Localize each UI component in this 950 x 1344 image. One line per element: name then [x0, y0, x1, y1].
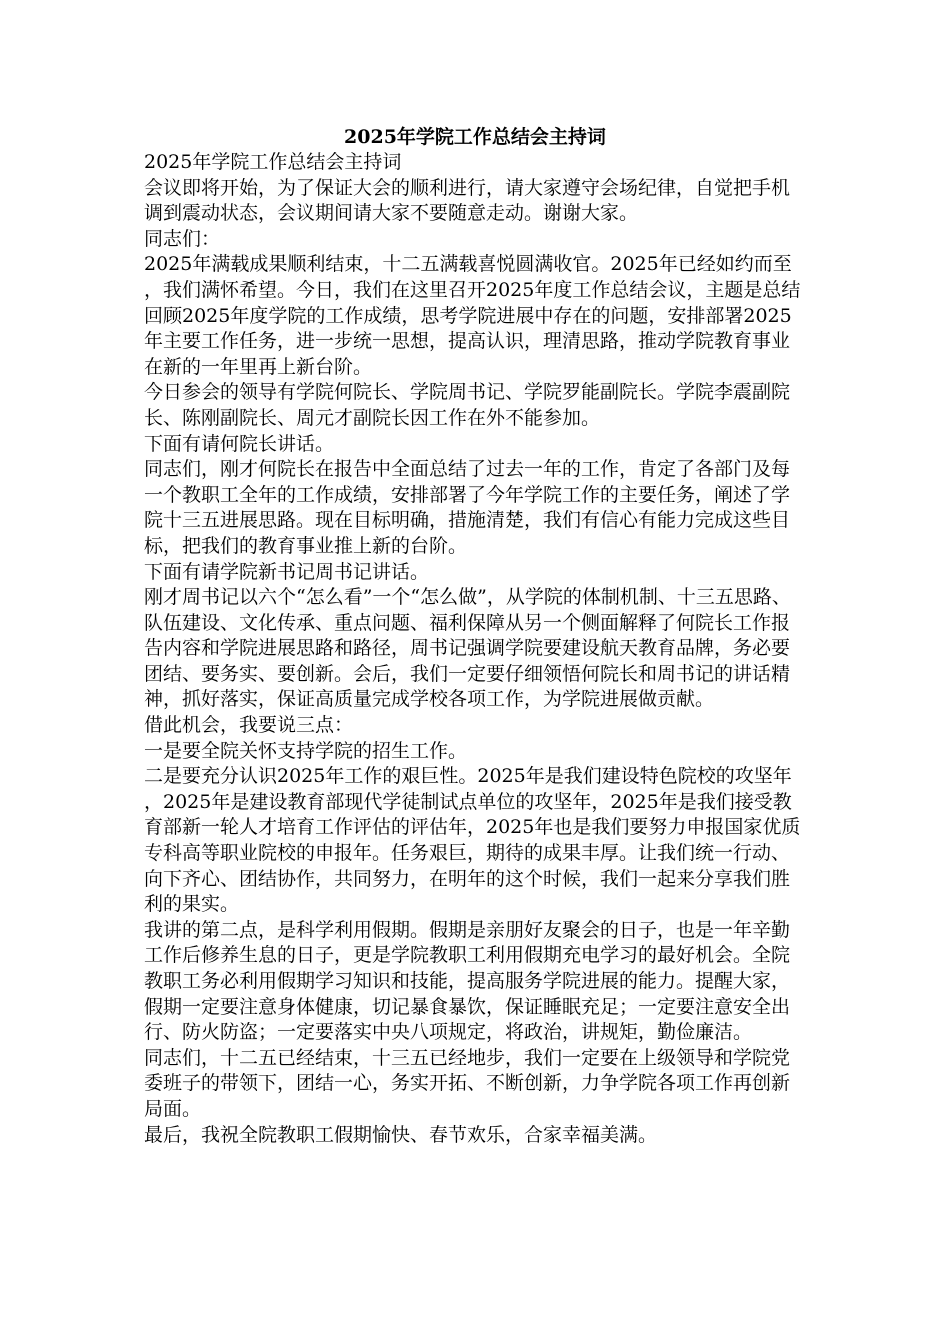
body-paragraph: 同志们： — [144, 227, 221, 250]
body-paragraph: 二是要充分认识2025年工作的艰巨性。2025年是我们建设特色院校的攻坚年，2025年是建设教育部现代学徒制试点单位的攻坚年，2025年是我们接受教育部新一轮人才培育工作评估的评估年，2025年也是我们要努力申报国家优质专科高等职业院校的申报年。任务艰巨，期待的成果丰厚。让我们统一行动、向下齐心、团结协作，共同努力，在明年的这个时候，我们一起来分享我们胜利的果实。 — [144, 765, 801, 916]
body-paragraph: 今日参会的领导有学院何院长、学院周书记、学院罗能副院长。学院李震副院长、陈刚副院长、周元才副院长因工作在外不能参加。 — [144, 381, 791, 429]
body-paragraph: 会议即将开始，为了保证大会的顺利进行，请大家遵守会场纪律，自觉把手机调到震动状态，会议期间请大家不要随意走动。谢谢大家。 — [144, 176, 791, 225]
document-body — [144, 150, 808, 1148]
body-paragraph: 同志们，十二五已经结束，十三五已经地步，我们一定要在上级领导和学院党委班子的带领下，团结一心，务实开拓、不断创新，力争学院各项工作再创新局面。 — [144, 1046, 791, 1120]
body-paragraph: 一是要全院关怀支持学院的招生工作。 — [144, 739, 468, 762]
body-paragraph: 2025年满载成果顺利结束，十二五满载喜悦圆满收官。2025年已经如约而至，我们满怀希望。今日，我们在这里召开2025年度工作总结会议，主题是总结回顾2025年度学院的工作成绩，思考学院进展中存在的问题，安排部署2025年主要工作任务，进一步统一思想，提高认识，理清思路，推动学院教育事业在新的一年里再上新台阶。 — [144, 253, 801, 378]
document-title: 2025年学院工作总结会主持词 — [344, 126, 606, 148]
body-paragraph: 我讲的第二点，是科学利用假期。假期是亲朋好友聚会的日子，也是一年辛勤工作后修养生息的日子，更是学院教职工利用假期充电学习的最好机会。全院教职工务必利用假期学习知识和技能，提高服务学院进展的能力。提醒大家，假期一定要注意身体健康，切记暴食暴饮，保证睡眠充足；一定要注意安全出行、防火防盗；一定要落实中央八项规定，将政治，讲规矩，勤俭廉洁。 — [144, 918, 791, 1044]
body-paragraph: 同志们，刚才何院长在报告中全面总结了过去一年的工作，肯定了各部门及每一个教职工全年的工作成绩，安排部署了今年学院工作的主要任务，阐述了学院十三五进展思路。现在目标明确，措施清楚，我们有信心有能力完成这些目标，把我们的教育事业推上新的台阶。 — [144, 458, 791, 557]
body-paragraph: 刚才周书记以六个“怎么看”一个“怎么做”，从学院的体制机制、十三五思路、队伍建设、文化传承、重点问题、福利保障从另一个侧面解释了何院长工作报告内容和学院进展思路和路径，周书记强调学院要建设航天教育品牌，务必要团结、要务实、要创新。会后，我们一定要仔细领悟何院长和周书记的讲话精神，抓好落实，保证高质量完成学校各项工作，为学院进展做贡献。 — [144, 586, 791, 711]
body-paragraph: 2025年学院工作总结会主持词 — [144, 151, 402, 173]
body-paragraph: 借此机会，我要说三点： — [144, 714, 354, 737]
body-paragraph: 下面有请何院长讲话。 — [144, 432, 335, 455]
body-paragraph: 下面有请学院新书记周书记讲话。 — [144, 560, 430, 583]
body-paragraph: 最后，我祝全院教职工假期愉快、春节欢乐，合家幸福美满。 — [144, 1123, 658, 1146]
